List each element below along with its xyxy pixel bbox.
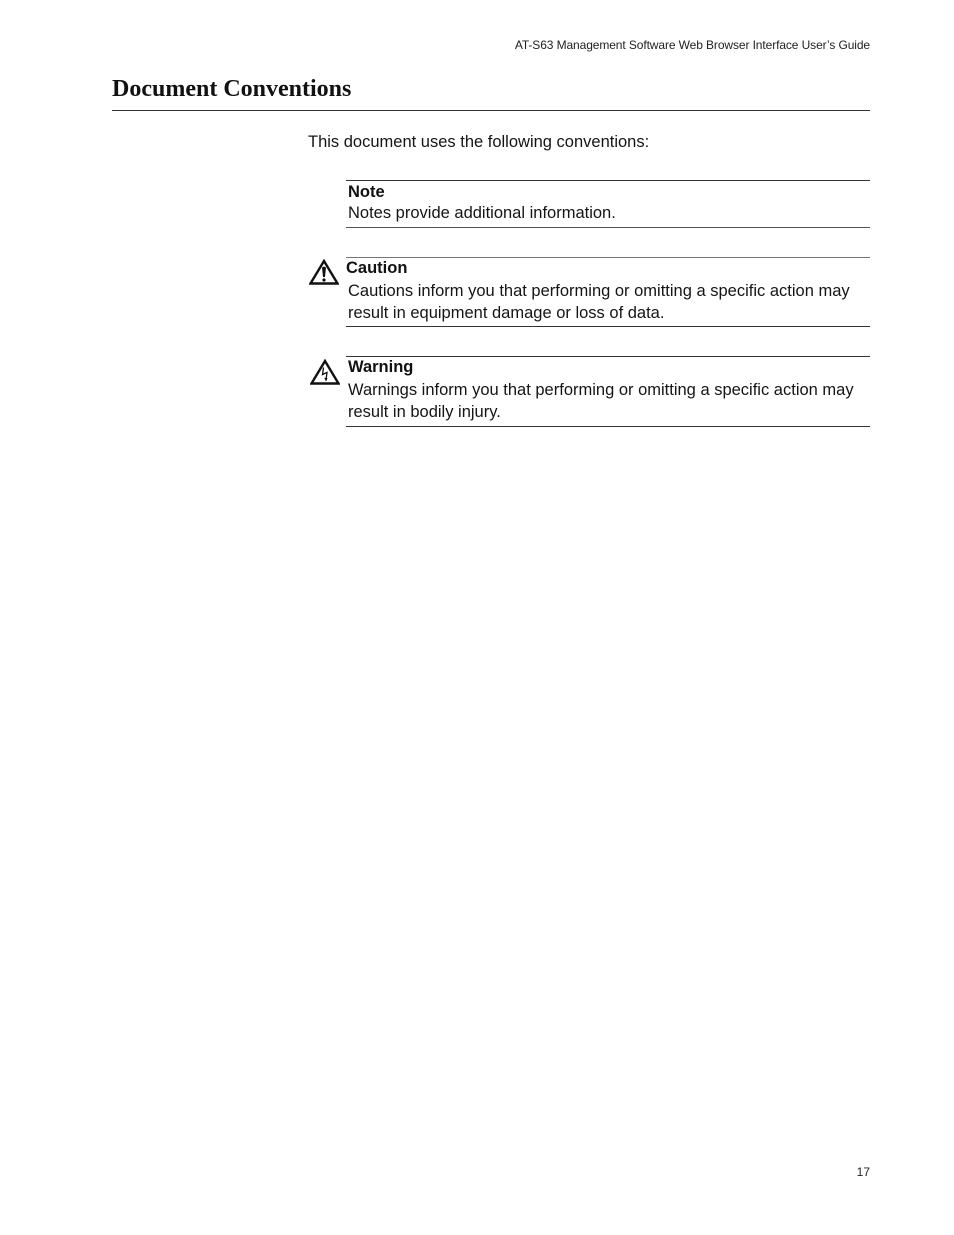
note-bottom-rule [346,227,870,228]
caution-top-rule [346,257,870,258]
caution-title: Caution [346,259,408,277]
note-block [346,180,870,228]
note-body: Notes provide additional information. [348,204,616,222]
warning-block [346,356,870,428]
title-rule [112,110,870,111]
page-number: 17 [856,1165,870,1179]
caution-triangle-icon [309,259,339,285]
warning-bottom-rule [346,426,870,427]
page-title: Document Conventions [112,76,352,102]
running-header: AT-S63 Management Software Web Browser Interface User’s Guide [514,38,870,52]
warning-title: Warning [348,358,414,376]
intro-text: This document uses the following conventions: [308,133,650,151]
caution-body: Cautions inform you that performing or omitting a specific action may result in equipment damage or loss of data. [348,282,850,322]
electrical-warning-triangle-icon [310,359,340,385]
warning-body: Warnings inform you that performing or omitting a specific action may result in bodily injury. [348,381,854,421]
caution-bottom-rule [346,326,870,327]
note-title: Note [348,183,385,201]
warning-top-rule [346,356,870,357]
note-top-rule [346,180,870,181]
caution-block [346,257,870,328]
